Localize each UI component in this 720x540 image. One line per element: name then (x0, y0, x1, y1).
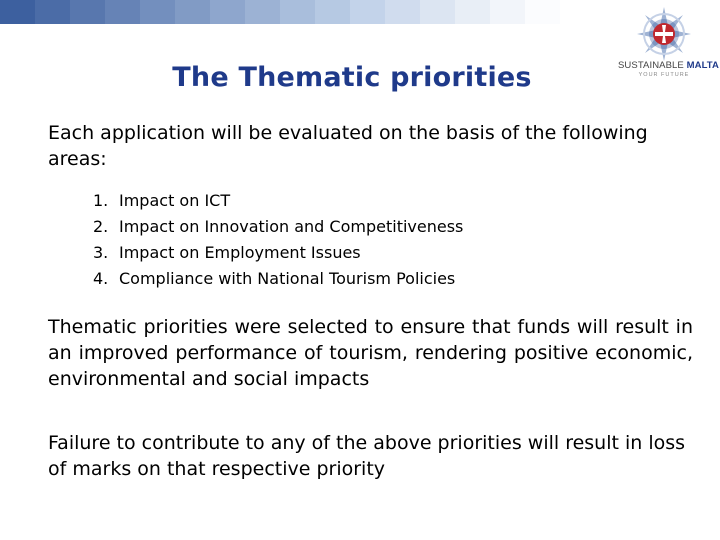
list-item: 3. Impact on Employment Issues (93, 243, 361, 262)
penalty-paragraph: Failure to contribute to any of the above priorities will result in loss of marks on that respective priority (48, 432, 686, 480)
list-item: 2. Impact on Innovation and Competitiveness (93, 217, 464, 236)
logo-wordmark: SUSTAINABLE MALTA (618, 60, 719, 71)
malta-emblem-icon (618, 6, 710, 62)
intro-paragraph: Each application will be evaluated on the basis of the following areas: (48, 122, 648, 170)
slide-title: The Thematic priorities (172, 62, 532, 93)
header-gradient-bar (0, 0, 560, 24)
logo-tagline: YOUR FUTURE (638, 72, 690, 78)
list-item: 4. Compliance with National Tourism Policies (93, 269, 456, 288)
rationale-paragraph: Thematic priorities were selected to ensure that funds will result in an improved performance of tourism, rendering positive economic, environmental and social impacts (48, 316, 693, 390)
priority-list (93, 188, 463, 292)
list-item: 1. Impact on ICT (93, 191, 231, 210)
